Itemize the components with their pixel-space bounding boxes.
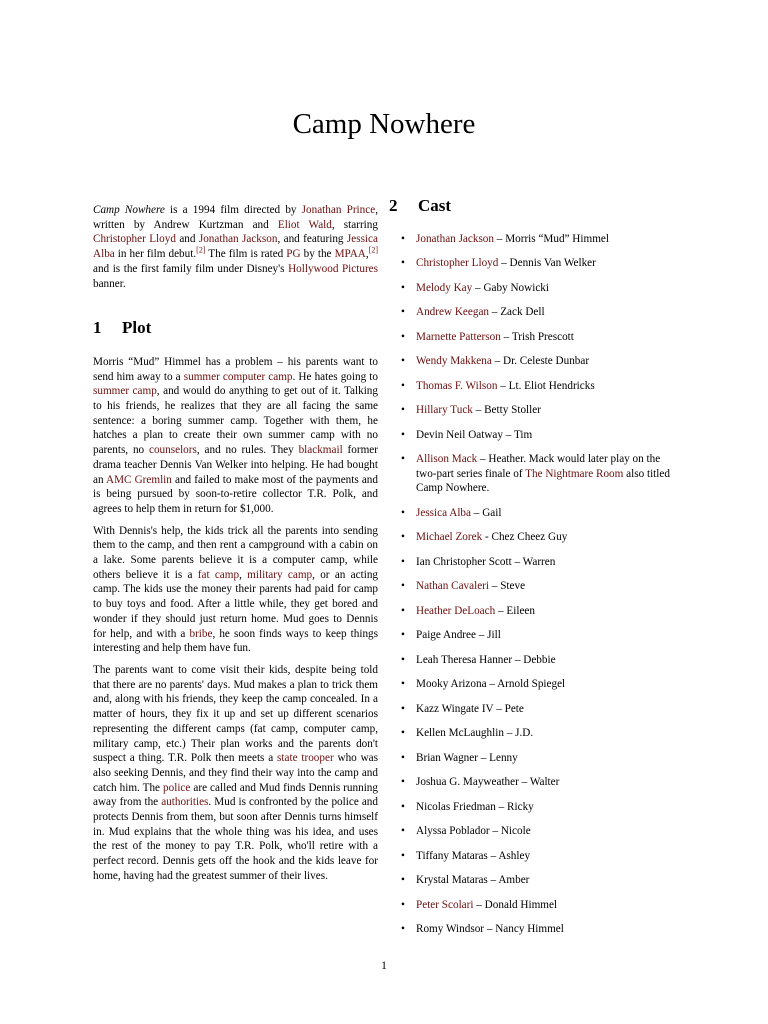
text-run: Mooky Arizona – Arnold Spiegel	[416, 678, 566, 690]
inline-link[interactable]: counselors	[149, 444, 197, 457]
cast-list-item	[389, 579, 679, 594]
italic-title: Camp Nowhere	[93, 204, 165, 216]
text-run: – Heather. Mack would later play on the two-part series finale of	[416, 453, 661, 480]
citation-ref[interactable]: [2]	[368, 245, 378, 255]
cast-list-item	[389, 775, 679, 790]
text-run: – Dennis Van Welker	[498, 257, 596, 269]
text-run: Krystal Mataras – Amber	[416, 874, 530, 886]
inline-link[interactable]: Jonathan Jackson	[416, 232, 494, 245]
text-run: Nicolas Friedman – Ricky	[416, 800, 534, 813]
text-run: – Steve	[489, 580, 526, 592]
text-run: in her film debut.	[114, 248, 197, 261]
inline-link[interactable]: Heather DeLoach	[416, 604, 496, 617]
text-run: Kazz Wingate IV – Pete	[416, 702, 524, 715]
text-run: Romy Windsor – Nancy Himmel	[416, 923, 564, 935]
text-run: , written by Andrew Kurtzman and	[93, 204, 378, 231]
text-run: , or an acting camp. The kids use the money their parents had paid for camp to buy toys and food. After a little while, they get bored and wonder if they should just return home. Mud goes to Dennis for help, and with a	[93, 568, 379, 640]
cast-list-item	[389, 898, 679, 913]
section-title: Cast	[418, 196, 452, 215]
section-number: 1	[93, 318, 102, 338]
inline-link[interactable]: Christopher Lloyd	[416, 257, 499, 269]
text-run: by the	[300, 248, 335, 261]
left-column	[93, 203, 378, 891]
page-title: Camp Nowhere	[292, 108, 476, 140]
intro-paragraph	[93, 203, 378, 291]
text-run: . Mud is confronted by the police and protects Dennis from them, but soon after Dennis turns himself in. Mud explains that the whole thing was his idea, and uses the rest of the money to pay T.R. Polk, who'll retire with a perfect record. Dennis gets off the hook and the kids leave for home, having had the greatest summer of their lives.	[93, 796, 378, 882]
cast-list-item	[389, 305, 679, 320]
citation-ref[interactable]: [2]	[196, 245, 206, 255]
text-run: – Zack Dell	[489, 306, 545, 318]
cast-list-item	[389, 873, 679, 888]
inline-link[interactable]: Christopher Lloyd	[93, 233, 176, 246]
inline-link[interactable]: bribe	[189, 627, 213, 640]
section-title: Plot	[122, 318, 152, 338]
text-run: Kellen McLaughlin – J.D.	[416, 727, 534, 739]
cast-list-item	[389, 849, 679, 864]
text-run: and is the first family film under Disney's	[93, 262, 289, 275]
inline-link[interactable]: Eliot Wald	[277, 218, 332, 231]
text-run: Morris “Mud” Himmel has a problem – his parents want to send him away to a	[93, 355, 378, 383]
text-run: , starring	[331, 218, 378, 231]
right-column	[389, 196, 679, 947]
cast-list-item	[389, 751, 679, 766]
inline-link[interactable]: Jonathan Prince	[301, 204, 376, 216]
section-heading-plot	[93, 318, 378, 338]
inline-link[interactable]: Wendy Makkena	[416, 355, 492, 367]
inline-link[interactable]: fat camp	[197, 568, 240, 581]
cast-list-item	[389, 726, 679, 741]
text-run: – Betty Stoller	[472, 404, 541, 416]
text-run: The film is rated	[205, 248, 287, 261]
text-run: ,	[365, 248, 369, 261]
cast-list-item	[389, 555, 679, 570]
cast-list-item	[389, 506, 679, 521]
cast-list-item	[389, 922, 679, 937]
cast-list-item	[389, 677, 679, 692]
text-run: Tiffany Mataras – Ashley	[416, 849, 531, 862]
inline-link[interactable]: AMC Gremlin	[106, 473, 172, 486]
text-run: and failed to make most of the payments and is being pursued by soon-to-retire collector T.R. Polk, and agrees to help them in return for $1,000.	[93, 473, 378, 515]
text-run: Joshua G. Mayweather – Walter	[416, 776, 560, 788]
text-run: who was also seeking Dennis, and they find their way into the camp and catch him. The	[93, 752, 378, 794]
plot-paragraph	[93, 524, 378, 656]
cast-list-item	[389, 281, 679, 296]
text-run: . He hates going to	[292, 370, 378, 383]
inline-link[interactable]: PG	[286, 248, 301, 261]
text-run: – Gail	[471, 506, 502, 519]
text-run: , he soon finds ways to keep things interesting and help them have fun.	[93, 627, 378, 655]
text-run: is a 1994 film directed by	[164, 204, 302, 216]
inline-link[interactable]: Thomas F. Wilson	[416, 379, 498, 392]
cast-list-item	[389, 653, 679, 668]
text-run: – Gaby Nowicki	[472, 281, 549, 294]
text-run: Alyssa Poblador – Nicole	[416, 825, 531, 837]
inline-link[interactable]: Hollywood Pictures	[288, 262, 378, 275]
cast-list-item	[389, 403, 679, 418]
cast-list-item	[389, 428, 679, 443]
cast-list-item	[389, 604, 679, 619]
cast-list-item	[389, 800, 679, 815]
inline-link[interactable]: Peter Scolari	[416, 898, 474, 911]
text-run: , and would do anything to get out of it. Talking to his friends, he realizes that they are all facing the same sentence: a boring summer camp. Together with them, he hatches a plan to create their own summer camp with no parents, no	[93, 385, 378, 457]
plot-paragraph	[93, 355, 378, 517]
text-run: – Donald Himmel	[473, 898, 558, 911]
text-run: and	[175, 233, 199, 246]
inline-link[interactable]: Jessica Alba	[93, 233, 378, 261]
inline-link[interactable]: Jessica Alba	[416, 506, 471, 519]
cast-list-item	[389, 330, 679, 345]
cast-list-item	[389, 824, 679, 839]
inline-link[interactable]: The Nightmare Room	[525, 467, 624, 480]
inline-link[interactable]: state trooper	[277, 752, 334, 765]
cast-list-item	[389, 354, 679, 369]
inline-link[interactable]: Allison Mack	[416, 453, 478, 465]
inline-link[interactable]: police	[163, 781, 191, 794]
inline-link[interactable]: Michael Zorek	[416, 531, 483, 543]
cast-list-item	[389, 452, 679, 496]
cast-list-item	[389, 232, 679, 247]
inline-link[interactable]: summer camp	[93, 385, 157, 398]
text-run: Paige Andree – Jill	[416, 629, 501, 641]
text-run: , and featuring	[277, 233, 347, 246]
text-run: – Dr. Celeste Dunbar	[491, 355, 590, 367]
text-run: banner.	[93, 277, 126, 290]
text-run: Leah Theresa Hanner – Debbie	[416, 653, 556, 666]
section-heading-cast	[389, 196, 679, 215]
plot-paragraph	[93, 663, 378, 884]
inline-link[interactable]: authorities	[161, 796, 209, 809]
text-run: Devin Neil Oatway – Tim	[416, 428, 533, 441]
inline-link[interactable]: Marnette Patterson	[416, 330, 501, 343]
text-run: former drama teacher Dennis Van Welker into helping. He had bought an	[93, 444, 378, 486]
inline-link[interactable]: military camp	[247, 568, 313, 581]
inline-link[interactable]: Nathan Cavaleri	[416, 580, 489, 592]
section-number: 2	[389, 196, 398, 215]
text-run: ,	[239, 568, 248, 581]
text-run: With Dennis's help, the kids trick all the parents into sending them to the camp, and then rent a campground with a cabin on a lake. Some parents believe it is a computer camp, while others believe it is a	[93, 524, 378, 581]
cast-list-item	[389, 530, 679, 545]
inline-link[interactable]: Andrew Keegan	[416, 306, 489, 318]
text-run: Brian Wagner – Lenny	[416, 751, 518, 764]
text-run: also titled Camp Nowhere.	[416, 467, 670, 494]
cast-list	[389, 232, 679, 937]
text-run: – Morris “Mud” Himmel	[494, 232, 609, 245]
page-number: 1	[381, 960, 387, 972]
text-run: – Trish Prescott	[500, 330, 574, 343]
text-run: The parents want to come visit their kids, despite being told that there are no parents' days. Mud makes a plan to trick them and, along with his friends, they keep the camp concealed. In a matter of hours, they fix it up and set up different scenarios representing the different camps (fat camp, computer camp, military camp, etc.) Their plan works and the parents don't suspect a thing. T.R. Polk then meets a	[93, 663, 378, 765]
text-run: - Chez Cheez Guy	[482, 531, 568, 543]
inline-link[interactable]: blackmail	[298, 444, 343, 457]
text-run: are called and Mud finds Dennis running away from the	[93, 781, 378, 809]
inline-link[interactable]: Melody Kay	[416, 281, 473, 294]
cast-list-item	[389, 628, 679, 643]
cast-list-item	[389, 702, 679, 717]
inline-link[interactable]: MPAA	[334, 248, 366, 261]
inline-link[interactable]: summer computer camp	[183, 370, 293, 383]
inline-link[interactable]: Jonathan Jackson	[198, 233, 278, 246]
cast-list-item	[389, 379, 679, 394]
inline-link[interactable]: Hillary Tuck	[416, 404, 473, 416]
cast-list-item	[389, 256, 679, 271]
text-run: Ian Christopher Scott – Warren	[416, 555, 556, 568]
text-run: – Eileen	[495, 604, 535, 617]
text-run: , and no rules. They	[196, 444, 299, 457]
text-run: – Lt. Eliot Hendricks	[497, 379, 595, 392]
